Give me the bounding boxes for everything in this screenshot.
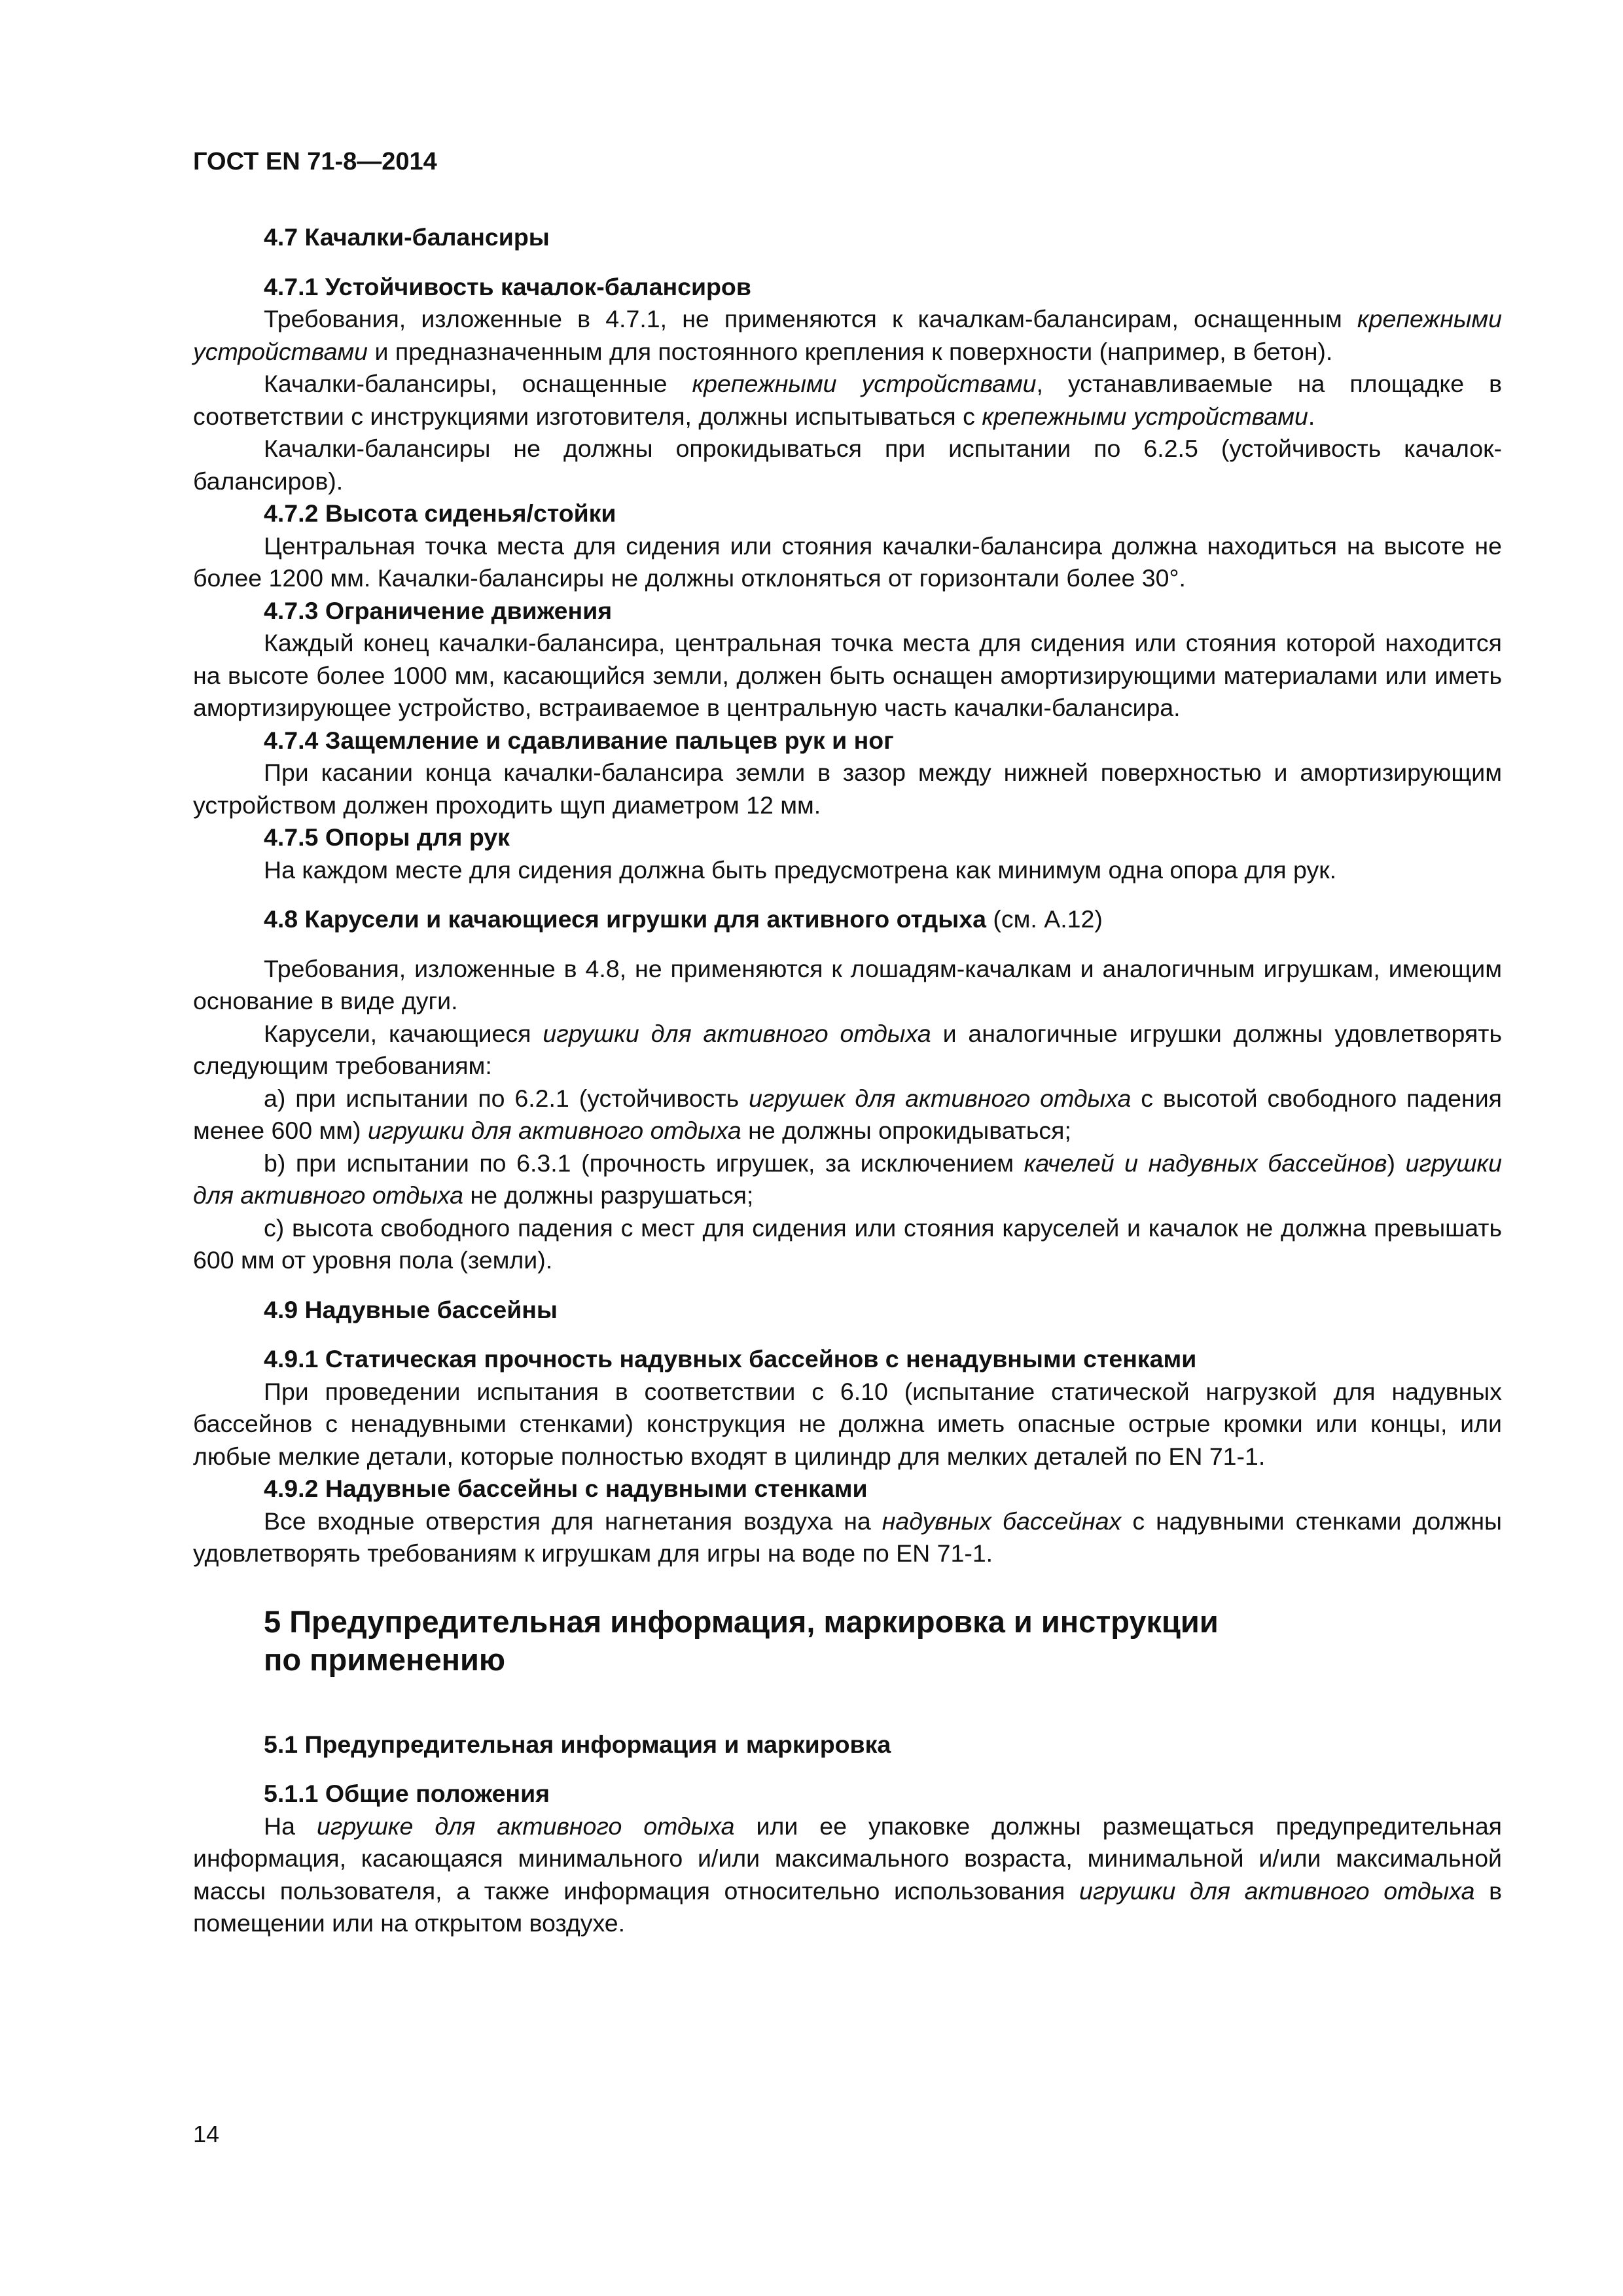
section-5-1-1-heading: 5.1.1 Общие положения <box>264 1780 550 1807</box>
paragraph: Карусели, качающиеся игрушки для активного отдыха и аналогичные игрушки должны удовлетворять следующим требованиям: <box>193 1019 1502 1079</box>
section-4-8-heading: 4.8 Карусели и качающиеся игрушки для активного отдыха (см. А.12) <box>264 905 1103 933</box>
section-4-7-4-heading: 4.7.4 Защемление и сдавливание пальцев рук и ног <box>264 726 894 754</box>
paragraph: Требования, изложенные в 4.7.1, не применяются к качалкам-балансирам, оснащенным крепежными устройствами и предназначенным для постоянного крепления к поверхности (например, в бетон). <box>193 305 1502 365</box>
document-header: ГОСТ EN 71-8—2014 <box>193 148 437 175</box>
paragraph: Качалки-балансиры, оснащенные крепежными устройствами, устанавливаемые на площадке в соответствии с инструкциями изготовителя, должны испытываться с крепежными устройствами. <box>193 370 1502 430</box>
list-item: a) при испытании по 6.2.1 (устойчивость игрушек для активного отдыха с высотой свободного падения менее 600 мм) игрушки для активного отдыха не должны опрокидываться; <box>193 1084 1502 1144</box>
section-4-7-2-heading: 4.7.2 Высота сиденья/стойки <box>264 499 616 527</box>
section-4-7-heading: 4.7 Качалки-балансиры <box>264 223 550 251</box>
paragraph: На игрушке для активного отдыха или ее упаковке должны размещаться предупредительная информация, касающаяся минимального и/или максимального возраста, минимальной и/или максимальной массы пользователя, а также информация относительно использования игрушки для активного отдыха в помещении или на открытом воздухе. <box>193 1812 1503 1937</box>
paragraph: При касании конца качалки-балансира земли в зазор между нижней поверхностью и амортизирующим устройством должен проходить щуп диаметром 12 мм. <box>193 759 1502 819</box>
section-4-7-1-heading: 4.7.1 Устойчивость качалок-балансиров <box>264 272 751 300</box>
paragraph: Требования, изложенные в 4.8, не применяются к лошадям-качалкам и аналогичным игрушкам, имеющим основание в виде дуги. <box>193 954 1502 1014</box>
section-4-9-heading: 4.9 Надувные бассейны <box>264 1295 558 1323</box>
paragraph: Все входные отверстия для нагнетания воздуха на надувных бассейнах с надувными стенками должны удовлетворять требованиям к игрушкам для игры на воде по EN 71-1. <box>193 1507 1502 1567</box>
paragraph: Каждый конец качалки-балансира, центральная точка места для сидения или стояния которой находится на высоте более 1000 мм, касающийся земли, должен быть оснащен амортизирующими материалами или иметь амортизирующее устройство, встраиваемое в центральную часть качалки-балансира. <box>193 629 1502 721</box>
list-item: b) при испытании по 6.3.1 (прочность игрушек, за исключением качелей и надувных бассейнов) игрушки для активного отдыха не должны разрушаться; <box>193 1149 1502 1209</box>
section-4-9-2-heading: 4.9.2 Надувные бассейны с надувными стенками <box>264 1475 868 1502</box>
paragraph: Центральная точка места для сидения или стояния качалки-балансира должна находиться на высоте не более 1200 мм. Качалки-балансиры не должны отклоняться от горизонтали более 30°. <box>193 531 1502 592</box>
paragraph: При проведении испытания в соответствии с 6.10 (испытание статической нагрузкой для надувных бассейнов с ненадувными стенками) конструкция не должна иметь опасные острые кромки или концы, или любые мелкие детали, которые полностью входят в цилиндр для мелких деталей по EN 71-1. <box>193 1377 1502 1470</box>
page-number: 14 <box>193 2121 220 2147</box>
section-5-heading: 5 Предупредительная информация, маркировка и инструкции по применению <box>264 1604 1219 1677</box>
document-body <box>193 221 1502 1940</box>
section-4-9-1-heading: 4.9.1 Статическая прочность надувных бассейнов с ненадувными стенками <box>264 1345 1197 1372</box>
list-item: c) высота свободного падения с мест для сидения или стояния каруселей и качалок не должна превышать 600 мм от уровня пола (земли). <box>193 1213 1502 1274</box>
section-4-7-5-heading: 4.7.5 Опоры для рук <box>264 823 510 851</box>
section-5-1-heading: 5.1 Предупредительная информация и маркировка <box>264 1730 891 1758</box>
section-4-7-3-heading: 4.7.3 Ограничение движения <box>264 596 613 624</box>
paragraph: Качалки-балансиры не должны опрокидываться при испытании по 6.2.5 (устойчивость качалок-балансиров). <box>193 435 1502 495</box>
paragraph: На каждом месте для сидения должна быть предусмотрена как минимум одна опора для рук. <box>264 855 1337 884</box>
